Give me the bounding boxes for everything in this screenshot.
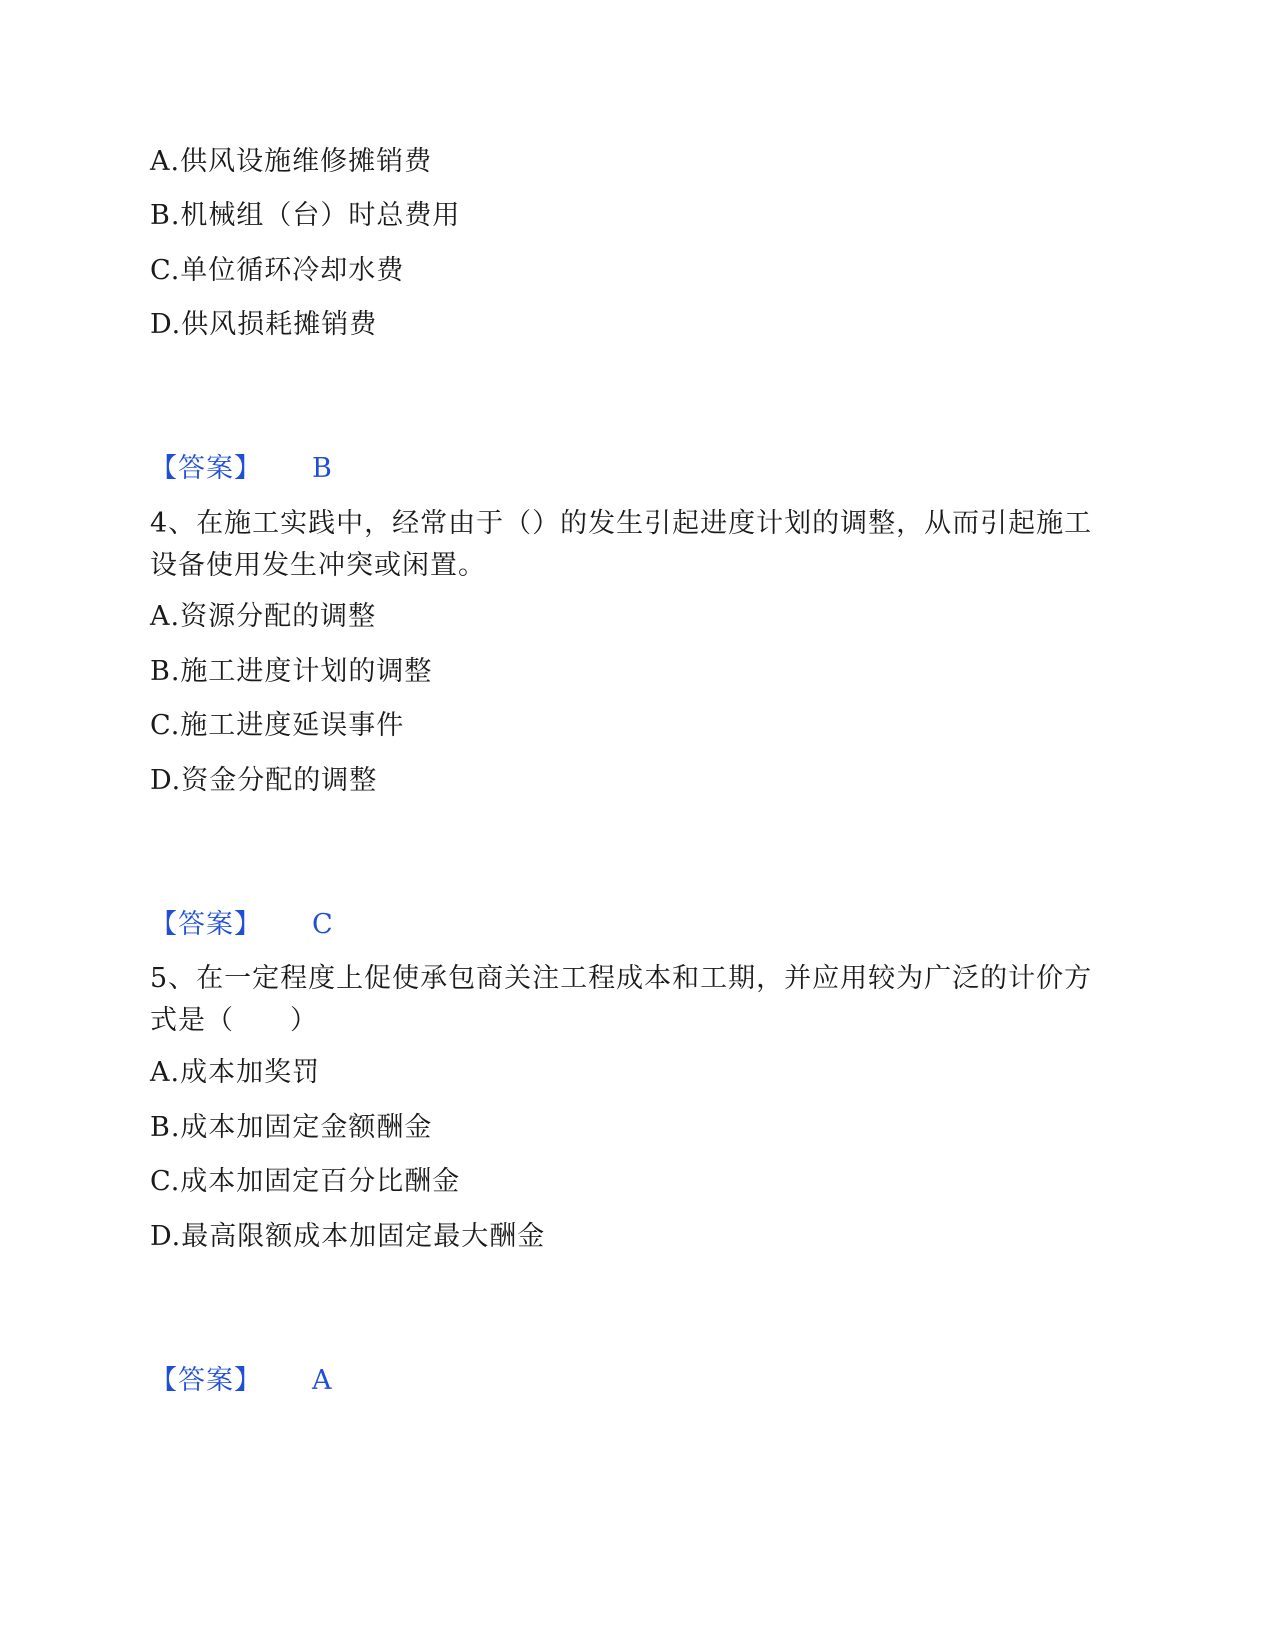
answer-label: 【答案】 bbox=[150, 1365, 262, 1396]
q5-answer bbox=[150, 1361, 332, 1401]
q4-option-c: C.施工进度延误事件 bbox=[150, 710, 405, 741]
q5-option-d: D.最高限额成本加固定最大酬金 bbox=[150, 1221, 546, 1252]
q4-option-b: B.施工进度计划的调整 bbox=[150, 656, 433, 687]
q5-option-a: A.成本加奖罚 bbox=[150, 1057, 321, 1088]
answer-value: B bbox=[312, 453, 332, 484]
q3-option-c: C.单位循环冷却水费 bbox=[150, 255, 405, 286]
q5-option-c: C.成本加固定百分比酬金 bbox=[150, 1166, 461, 1197]
q5-question: 5、在一定程度上促使承包商关注工程成本和工期，并应用较为广泛的计价方式是（ ） bbox=[150, 963, 1093, 1036]
q3-option-b: B.机械组（台）时总费用 bbox=[150, 200, 461, 231]
answer-value: A bbox=[312, 1365, 332, 1396]
q5-option-b: B.成本加固定金额酬金 bbox=[150, 1112, 433, 1143]
q4-option-a: A.资源分配的调整 bbox=[150, 601, 377, 632]
q4-question: 4、在施工实践中，经常由于（）的发生引起进度计划的调整，从而引起施工设备使用发生冲突或闲置。 bbox=[150, 508, 1093, 581]
q4-option-d: D.资金分配的调整 bbox=[150, 765, 378, 796]
q3-answer bbox=[150, 449, 332, 489]
q4-answer bbox=[150, 905, 333, 945]
q3-option-a: A.供风设施维修摊销费 bbox=[150, 146, 433, 177]
answer-label: 【答案】 bbox=[150, 909, 262, 940]
answer-value: C bbox=[312, 909, 333, 940]
q3-option-d: D.供风损耗摊销费 bbox=[150, 309, 378, 340]
answer-label: 【答案】 bbox=[150, 453, 262, 484]
